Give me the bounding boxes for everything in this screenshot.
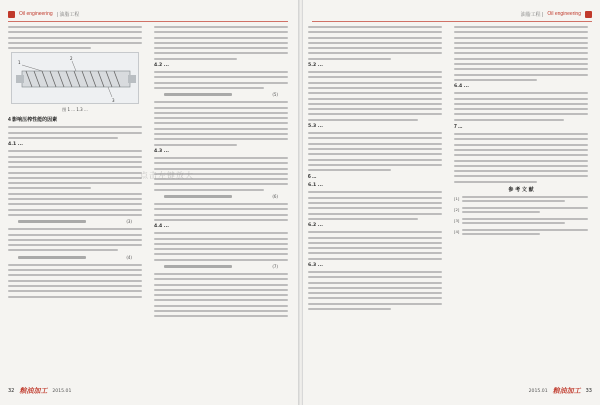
left-page-column-1 xyxy=(8,26,142,377)
zoom-watermark: 点击左键放大 xyxy=(140,171,194,180)
left-page xyxy=(0,0,296,405)
equation-number: (7) xyxy=(272,263,278,269)
left-page-number: 32 xyxy=(8,388,15,394)
subsection-5-3-heading: 5.3 ... xyxy=(308,124,323,130)
equation-number: (3) xyxy=(126,219,132,225)
subsection-6-4-heading: 6.4 ... xyxy=(454,84,469,90)
subsection-6-1-heading: 6.1 ... xyxy=(308,183,323,189)
header-rule xyxy=(8,21,288,22)
reference-item: [4] xyxy=(454,229,588,237)
journal-mark-icon xyxy=(585,11,592,18)
reference-item: [2] xyxy=(454,207,588,215)
journal-logo: 粮油加工 xyxy=(19,386,48,395)
equation-number: (5) xyxy=(272,92,278,98)
equation-number: (4) xyxy=(126,254,132,260)
left-issue: 2015.01 xyxy=(52,388,72,394)
header-en: Oil engineering xyxy=(19,11,53,17)
subsection-6-2-heading: 6.2 ... xyxy=(308,223,323,229)
equation-number: (6) xyxy=(272,194,278,200)
right-page-column-2 xyxy=(454,26,588,377)
figure-caption: 图 1 ... 1.3 ... xyxy=(62,107,88,113)
left-footer xyxy=(8,385,71,397)
reference-item: [3] xyxy=(454,218,588,226)
header-zh: | 油脂工程 xyxy=(56,11,80,18)
section-6-heading: 6 ... xyxy=(308,174,317,181)
header-zh: 油脂工程 | xyxy=(520,11,544,18)
book-gutter xyxy=(298,0,303,405)
subsection-4-2-heading: 4.2 ... xyxy=(154,63,169,69)
left-running-header xyxy=(8,9,79,19)
right-footer xyxy=(529,385,592,397)
subsection-4-3-heading: 4.3 ... xyxy=(154,148,169,154)
right-page xyxy=(304,0,600,405)
subsection-6-3-heading: 6.3 ... xyxy=(308,262,323,268)
right-running-header xyxy=(521,9,592,19)
section-4-heading: 4 影响压榨性能的因素 xyxy=(8,117,58,124)
figure-1-screw-press-diagram xyxy=(11,52,139,104)
right-issue: 2015.01 xyxy=(528,388,548,394)
svg-text:2: 2 xyxy=(70,56,73,62)
journal-mark-icon xyxy=(8,11,15,18)
svg-text:3: 3 xyxy=(112,98,115,104)
header-en: Oil engineering xyxy=(547,11,581,17)
subsection-5-2-heading: 5.2 ... xyxy=(308,63,323,69)
right-page-number: 33 xyxy=(585,388,592,394)
header-rule xyxy=(312,21,592,22)
journal-logo: 粮油加工 xyxy=(552,386,581,395)
right-page-column-1 xyxy=(308,26,442,377)
references-heading: 参 考 文 献 xyxy=(508,187,534,194)
svg-text:1: 1 xyxy=(18,60,21,66)
subsection-4-4-heading: 4.4 ... xyxy=(154,224,169,230)
left-page-column-2 xyxy=(154,26,288,377)
reference-item: [1] xyxy=(454,196,588,204)
section-7-heading: 7 ... xyxy=(454,124,463,131)
subsection-4-1-heading: 4.1 ... xyxy=(8,142,23,148)
